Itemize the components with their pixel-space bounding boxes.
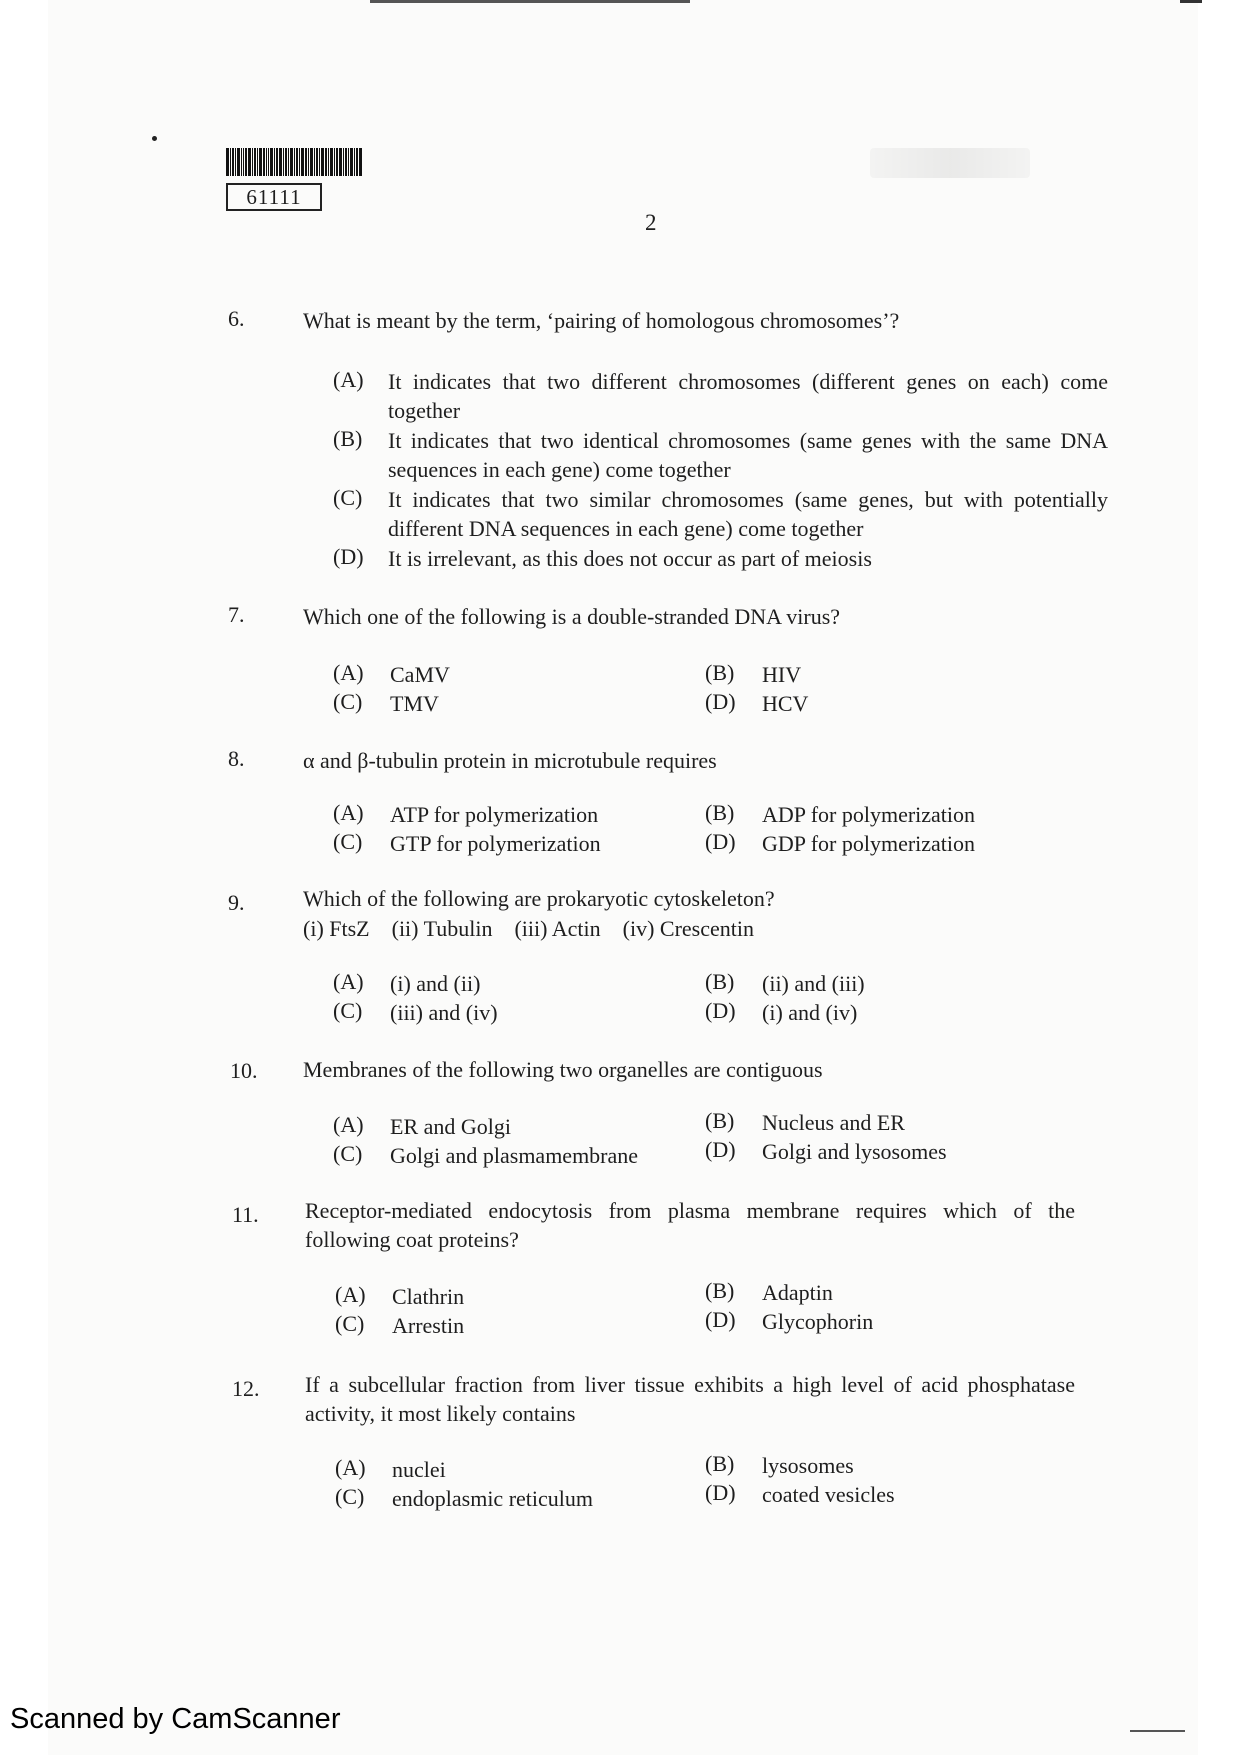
paper-sheet: [48, 0, 1198, 1755]
option-label: (D): [705, 1480, 736, 1505]
question-number: 12.: [232, 1376, 260, 1401]
barcode-icon: [226, 148, 390, 176]
option-label: (A): [335, 1455, 366, 1480]
option-text: ADP for polymerization: [762, 802, 976, 827]
option-label: (D): [705, 1307, 736, 1332]
option-text: GDP for polymerization: [762, 831, 976, 856]
option-text: It indicates that two identical chromosomes (same genes with the same DNA sequences in each gene) come together: [388, 428, 1108, 482]
option-text: coated vesicles: [762, 1482, 895, 1507]
option-text: It indicates that two similar chromosomes (same genes, but with potentially different DNA sequences in each gene) come together: [388, 487, 1108, 541]
option-label: (C): [333, 998, 363, 1023]
question-text: Receptor-mediated endocytosis from plasma membrane requires which of the following coat proteins?: [305, 1198, 1075, 1252]
scan-edge-mark: [1180, 0, 1202, 3]
option-text: HCV: [762, 691, 809, 716]
option-text: Golgi and lysosomes: [762, 1139, 947, 1164]
option-text: HIV: [762, 662, 802, 687]
question-number: 10.: [230, 1058, 258, 1083]
option-text: It indicates that two different chromosomes (different genes on each) come together: [388, 369, 1108, 423]
question-number: 11.: [232, 1202, 259, 1227]
option-label: (C): [333, 829, 363, 854]
option-text: Glycophorin: [762, 1309, 874, 1334]
question-text: Which of the following are prokaryotic cytoskeleton?: [303, 886, 775, 911]
option-label: (C): [335, 1484, 365, 1509]
option-label: (A): [333, 1112, 364, 1137]
scanner-watermark: Scanned by CamScanner: [10, 1703, 341, 1735]
option-text: (i) and (ii): [390, 971, 481, 996]
question-number: 9.: [228, 890, 245, 915]
option-text: Nucleus and ER: [762, 1110, 905, 1135]
question-subtext: (i) FtsZ (ii) Tubulin (iii) Actin (iv) Crescentin: [303, 916, 754, 941]
option-text: GTP for polymerization: [390, 831, 601, 856]
faded-stamp: [870, 148, 1030, 178]
question-text: What is meant by the term, ‘pairing of homologous chromosomes’?: [303, 308, 900, 333]
option-text: CaMV: [390, 662, 450, 687]
question-text: Which one of the following is a double-stranded DNA virus?: [303, 604, 841, 629]
option-text: lysosomes: [762, 1453, 854, 1478]
question-text: Membranes of the following two organelles are contiguous: [303, 1057, 823, 1082]
option-text: Clathrin: [392, 1284, 465, 1309]
option-label: (D): [705, 998, 736, 1023]
question-number: 7.: [228, 602, 245, 627]
option-label: (D): [333, 544, 364, 569]
option-text: Golgi and plasmamembrane: [390, 1143, 639, 1168]
question-number: 6.: [228, 306, 245, 331]
option-label: (C): [335, 1311, 365, 1336]
option-label: (C): [333, 1141, 363, 1166]
option-text: endoplasmic reticulum: [392, 1486, 593, 1511]
option-label: (C): [333, 689, 363, 714]
page-number: 2: [645, 210, 657, 235]
option-label: (B): [705, 969, 735, 994]
scan-edge-mark: [1130, 1730, 1185, 1732]
question-number: 8.: [228, 746, 245, 771]
question-text: α and β-tubulin protein in microtubule requires: [303, 748, 717, 773]
option-label: (B): [705, 660, 735, 685]
option-text: nuclei: [392, 1457, 446, 1482]
option-label: (B): [705, 1451, 735, 1476]
scan-speck: [152, 136, 157, 141]
option-text: Arrestin: [392, 1313, 465, 1338]
option-label: (B): [333, 426, 363, 451]
option-label: (D): [705, 689, 736, 714]
option-text: (i) and (iv): [762, 1000, 858, 1025]
option-text: (ii) and (iii): [762, 971, 865, 996]
option-label: (D): [705, 1137, 736, 1162]
option-label: (B): [705, 1278, 735, 1303]
option-label: (A): [333, 800, 364, 825]
option-label: (B): [705, 800, 735, 825]
option-text: It is irrelevant, as this does not occur as part of meiosis: [388, 546, 872, 571]
option-label: (A): [333, 969, 364, 994]
option-text: ER and Golgi: [390, 1114, 511, 1139]
question-text: If a subcellular fraction from liver tissue exhibits a high level of acid phosphatase activity, it most likely contains: [305, 1372, 1075, 1426]
option-text: ATP for polymerization: [390, 802, 599, 827]
option-text: TMV: [390, 691, 439, 716]
option-text: Adaptin: [762, 1280, 833, 1305]
paper-code-box: 61111: [226, 183, 322, 211]
scan-edge-line: [370, 0, 690, 3]
option-label: (A): [333, 367, 364, 392]
option-label: (D): [705, 829, 736, 854]
option-label: (B): [705, 1108, 735, 1133]
option-label: (A): [335, 1282, 366, 1307]
option-text: (iii) and (iv): [390, 1000, 498, 1025]
option-label: (C): [333, 485, 363, 510]
option-label: (A): [333, 660, 364, 685]
